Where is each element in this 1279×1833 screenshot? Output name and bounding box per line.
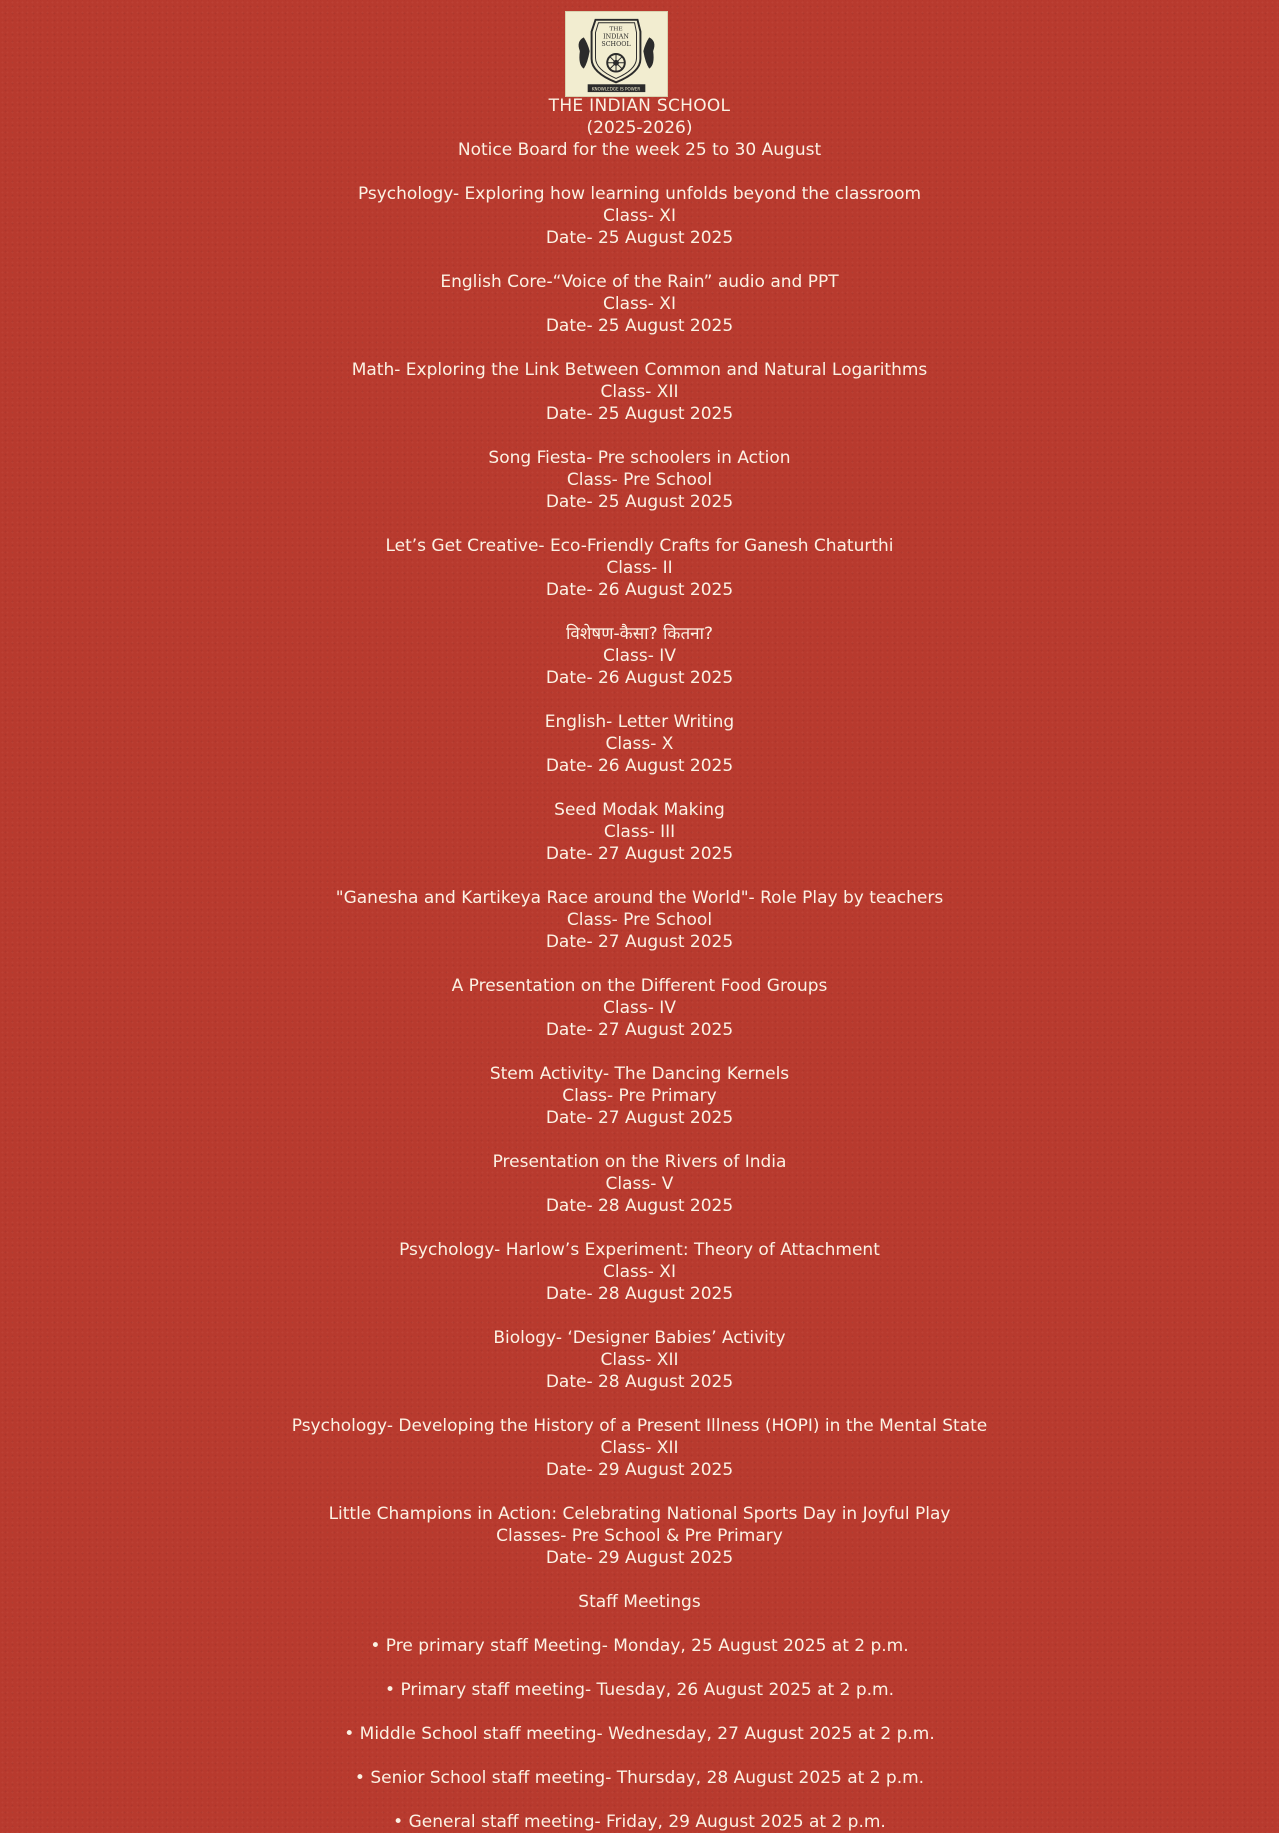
event-date: Date- 26 August 2025 (545, 756, 734, 776)
event-date: Date- 25 August 2025 (545, 316, 734, 336)
bullet-icon: • (393, 1812, 404, 1832)
school-crest-icon (566, 12, 667, 96)
staff-meeting-item (0, 1811, 1279, 1833)
staff-meeting-item (0, 1635, 1279, 1657)
bullet-icon: • (354, 1768, 365, 1788)
school-name: THE INDIAN SCHOOL (548, 96, 731, 116)
event-item (0, 1503, 1279, 1569)
event-class: Classes- Pre School & Pre Primary (496, 1526, 783, 1546)
staff-meeting-text: Senior School staff meeting- Thursday, 28 August 2025 at 2 p.m. (370, 1768, 925, 1788)
staff-meeting-item (0, 1679, 1279, 1701)
event-date: Date- 28 August 2025 (545, 1372, 734, 1392)
event-title: Song Fiesta- Pre schoolers in Action (488, 448, 791, 468)
event-date: Date- 27 August 2025 (545, 1020, 734, 1040)
event-title: Seed Modak Making (554, 800, 725, 820)
event-class: Class- II (606, 558, 673, 578)
event-class: Class- XII (600, 382, 679, 402)
event-class: Class- Pre School (566, 470, 713, 490)
event-item (0, 359, 1279, 425)
bullet-icon: • (385, 1680, 396, 1700)
event-item (0, 271, 1279, 337)
staff-meeting-text: Middle School staff meeting- Wednesday, 27 August 2025 at 2 p.m. (359, 1724, 935, 1744)
event-date: Date- 29 August 2025 (545, 1460, 734, 1480)
event-title: Psychology- Harlow’s Experiment: Theory of Attachment (399, 1240, 880, 1260)
event-date: Date- 27 August 2025 (545, 844, 734, 864)
event-title: Math- Exploring the Link Between Common and Natural Logarithms (351, 360, 928, 380)
notice-title: Notice Board for the week 25 to 30 August (457, 140, 822, 160)
staff-meetings-heading: Staff Meetings (578, 1592, 701, 1612)
event-date: Date- 25 August 2025 (545, 404, 734, 424)
notice-content (0, 95, 1279, 1833)
event-date: Date- 28 August 2025 (545, 1284, 734, 1304)
event-title: "Ganesha and Kartikeya Race around the World"- Role Play by teachers (335, 888, 944, 908)
event-item (0, 1151, 1279, 1217)
staff-meeting-item (0, 1723, 1279, 1745)
event-title: Biology- ‘Designer Babies’ Activity (493, 1328, 786, 1348)
event-item (0, 1327, 1279, 1393)
event-date: Date- 29 August 2025 (545, 1548, 734, 1568)
event-date: Date- 27 August 2025 (545, 932, 734, 952)
event-item (0, 623, 1279, 689)
event-date: Date- 28 August 2025 (545, 1196, 734, 1216)
event-date: Date- 27 August 2025 (545, 1108, 734, 1128)
event-class: Class- XII (600, 1438, 679, 1458)
svg-text:KNOWLEDGE IS POWER: KNOWLEDGE IS POWER (591, 86, 641, 92)
event-class: Class- XI (603, 294, 676, 314)
event-item (0, 887, 1279, 953)
svg-text:INDIAN: INDIAN (603, 33, 629, 41)
event-class: Class- V (605, 1174, 674, 1194)
event-title: English- Letter Writing (544, 712, 735, 732)
event-class: Class- Pre School (566, 910, 713, 930)
event-date: Date- 26 August 2025 (545, 580, 734, 600)
event-title: Let’s Get Creative- Eco-Friendly Crafts for Ganesh Chaturthi (385, 536, 894, 556)
school-logo (565, 11, 668, 97)
event-date: Date- 25 August 2025 (545, 492, 734, 512)
event-class: Class- X (605, 734, 674, 754)
event-item (0, 535, 1279, 601)
svg-text:SCHOOL: SCHOOL (601, 41, 631, 49)
svg-text:THE: THE (609, 26, 623, 33)
event-title: Presentation on the Rivers of India (492, 1152, 787, 1172)
event-item (0, 447, 1279, 513)
event-item (0, 711, 1279, 777)
staff-meeting-text: General staff meeting- Friday, 29 August 2025 at 2 p.m. (408, 1812, 886, 1832)
staff-meeting-text: Primary staff meeting- Tuesday, 26 August 2025 at 2 p.m. (400, 1680, 894, 1700)
event-date: Date- 25 August 2025 (545, 228, 734, 248)
events-list (0, 161, 1279, 1569)
event-title: Psychology- Developing the History of a Present Illness (HOPI) in the Mental State (291, 1416, 988, 1436)
event-date: Date- 26 August 2025 (545, 668, 734, 688)
staff-meeting-item (0, 1767, 1279, 1789)
event-class: Class- Pre Primary (562, 1086, 717, 1106)
event-item (0, 1239, 1279, 1305)
bullet-icon: • (344, 1724, 355, 1744)
event-title: English Core-“Voice of the Rain” audio and PPT (440, 272, 839, 292)
event-item (0, 1063, 1279, 1129)
event-class: Class- III (603, 822, 676, 842)
event-title: Stem Activity- The Dancing Kernels (489, 1064, 790, 1084)
event-item (0, 799, 1279, 865)
event-class: Class- IV (603, 998, 676, 1018)
event-class: Class- IV (603, 646, 676, 666)
event-title: विशेषण-कैसा? कितना? (565, 624, 714, 644)
event-title: Little Champions in Action: Celebrating National Sports Day in Joyful Play (328, 1504, 951, 1524)
session-year: (2025-2026) (586, 118, 693, 138)
bullet-icon: • (370, 1636, 381, 1656)
staff-meeting-text: Pre primary staff Meeting- Monday, 25 August 2025 at 2 p.m. (385, 1636, 909, 1656)
event-class: Class- XI (603, 1262, 676, 1282)
event-item (0, 975, 1279, 1041)
event-item (0, 1415, 1279, 1481)
event-title: Psychology- Exploring how learning unfolds beyond the classroom (357, 184, 922, 204)
staff-meetings-list (0, 1613, 1279, 1833)
event-item (0, 183, 1279, 249)
event-title: A Presentation on the Different Food Groups (451, 976, 828, 996)
event-class: Class- XI (603, 206, 676, 226)
event-class: Class- XII (600, 1350, 679, 1370)
